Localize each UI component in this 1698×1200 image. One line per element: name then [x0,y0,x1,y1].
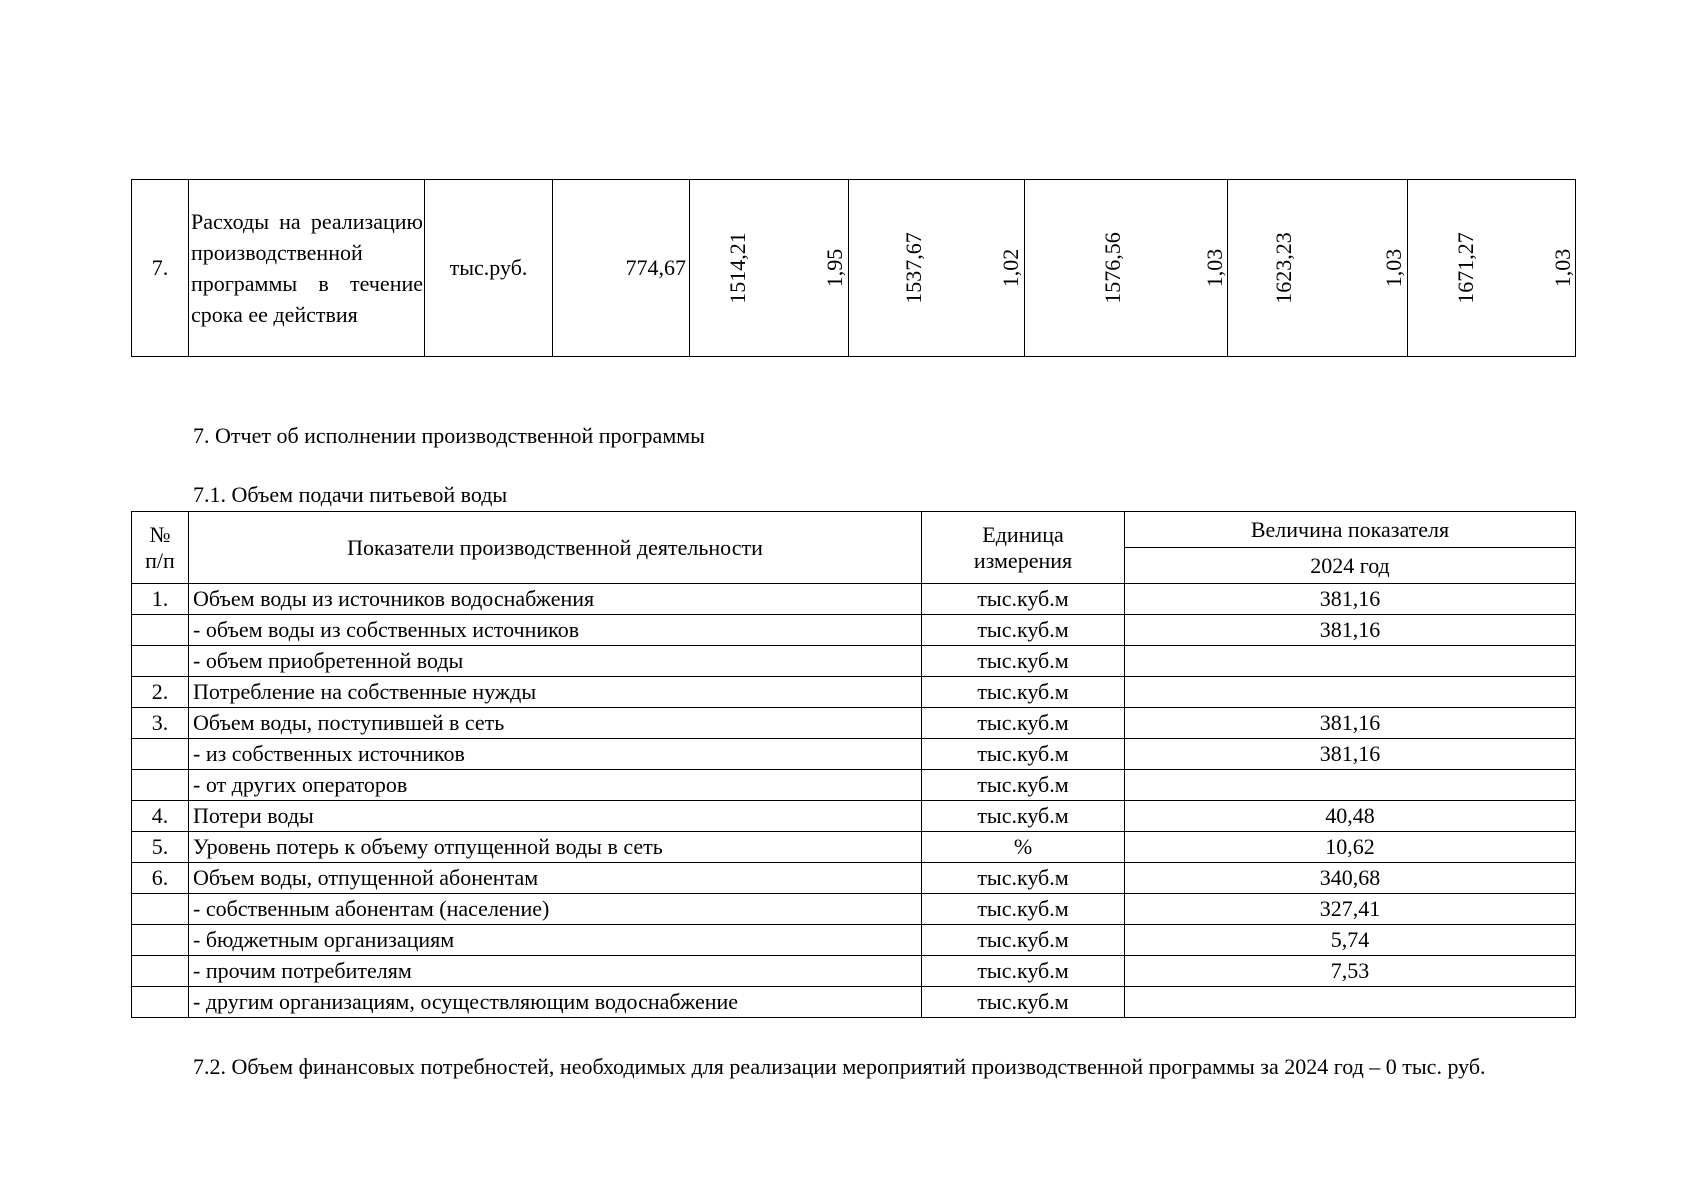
indicator-label: - бюджетным организациям [189,925,922,956]
value-cell: 381,16 [1125,615,1576,646]
unit-cell: тыс.руб. [425,180,553,357]
expense-value: 1537,67 [901,232,926,304]
unit-cell: тыс.куб.м [922,739,1125,770]
year-value-pair-2 [849,180,1025,357]
value-cell: 10,62 [1125,832,1576,863]
indicator-label: Объем воды из источников водоснабжения [189,584,922,615]
row-number [132,925,189,956]
value-cell: 7,53 [1125,956,1576,987]
table-row [132,708,1576,739]
row-number: 5. [132,832,189,863]
value-cell [1125,646,1576,677]
unit-cell: тыс.куб.м [922,925,1125,956]
row-number [132,770,189,801]
indicator-label: - прочим потребителям [189,956,922,987]
value-cell: 340,68 [1125,863,1576,894]
unit-cell: тыс.куб.м [922,677,1125,708]
growth-index: 1,02 [998,248,1023,288]
table-row [132,832,1576,863]
year-value-pair-4 [1228,180,1408,357]
value-cell: 327,41 [1125,894,1576,925]
indicator-label: - от других операторов [189,770,922,801]
table-row [132,801,1576,832]
indicator-label: Объем воды, поступившей в сеть [189,708,922,739]
header-indicators: Показатели производственной деятельности [189,512,922,584]
table-row [132,739,1576,770]
table-row [132,584,1576,615]
indicator-label: - объем приобретенной воды [189,646,922,677]
growth-index: 1,03 [1202,248,1227,288]
table-row [132,646,1576,677]
row-number: 6. [132,863,189,894]
row-number [132,615,189,646]
growth-index: 1,95 [822,248,847,288]
table-row [132,770,1576,801]
header-unit: Единица измерения [922,512,1125,584]
growth-index: 1,03 [1550,248,1575,288]
water-supply-table [131,511,1576,1018]
value-cell: 5,74 [1125,925,1576,956]
table-row [132,894,1576,925]
expense-value: 1576,56 [1100,232,1125,304]
row-number: 4. [132,801,189,832]
value-cell [1125,677,1576,708]
row-number [132,739,189,770]
indicator-label: - объем воды из собственных источников [189,615,922,646]
growth-index: 1,03 [1381,248,1406,288]
table-row [132,615,1576,646]
indicator-label: Потребление на собственные нужды [189,677,922,708]
expense-value: 1514,21 [725,232,750,304]
header-value: Величина показателя [1125,512,1576,548]
header-year: 2024 год [1125,548,1576,584]
value-cell: 40,48 [1125,801,1576,832]
expenses-row [132,180,1576,357]
unit-cell: тыс.куб.м [922,956,1125,987]
section-heading: 7. Отчет об исполнении производственной программы [193,423,705,448]
value-cell [1125,987,1576,1018]
base-value-cell: 774,67 [553,180,690,357]
row-number [132,956,189,987]
table-row [132,677,1576,708]
year-value-pair-5 [1408,180,1576,357]
expense-value: 1671,27 [1453,232,1478,304]
unit-cell: тыс.куб.м [922,987,1125,1018]
subsection-heading: 7.1. Объем подачи питьевой воды [193,482,508,507]
row-number: 3. [132,708,189,739]
value-cell: 381,16 [1125,739,1576,770]
unit-cell: тыс.куб.м [922,863,1125,894]
table-row [132,956,1576,987]
header-number: № п/п [132,512,189,584]
unit-cell: тыс.куб.м [922,584,1125,615]
table-row [132,987,1576,1018]
unit-cell: тыс.куб.м [922,770,1125,801]
year-value-pair-3 [1025,180,1228,357]
row-number: 1. [132,584,189,615]
expenses-table [131,179,1576,357]
row-number: 7. [132,180,189,357]
unit-cell: тыс.куб.м [922,646,1125,677]
value-cell: 381,16 [1125,708,1576,739]
value-cell [1125,770,1576,801]
row-number: 2. [132,677,189,708]
row-number [132,646,189,677]
year-value-pair-1 [690,180,849,357]
expense-description: Расходы на реализацию производственной программы в течение срока ее действия [189,180,425,357]
value-cell: 381,16 [1125,584,1576,615]
expense-value: 1623,23 [1271,232,1296,304]
indicator-label: - собственным абонентам (население) [189,894,922,925]
table-row [132,863,1576,894]
row-number [132,894,189,925]
row-number [132,987,189,1018]
indicator-label: Объем воды, отпущенной абонентам [189,863,922,894]
unit-cell: тыс.куб.м [922,801,1125,832]
indicator-label: - из собственных источников [189,739,922,770]
unit-cell: тыс.куб.м [922,708,1125,739]
table-row [132,925,1576,956]
unit-cell: тыс.куб.м [922,894,1125,925]
indicator-label: Уровень потерь к объему отпущенной воды в сеть [189,832,922,863]
unit-cell: % [922,832,1125,863]
table-header-row [132,512,1576,548]
financial-needs-note: 7.2. Объем финансовых потребностей, необходимых для реализации мероприятий производственной программы за 2024 год – 0 тыс. руб. [193,1054,1486,1079]
indicator-label: Потери воды [189,801,922,832]
indicator-label: - другим организациям, осуществляющим водоснабжение [189,987,922,1018]
unit-cell: тыс.куб.м [922,615,1125,646]
